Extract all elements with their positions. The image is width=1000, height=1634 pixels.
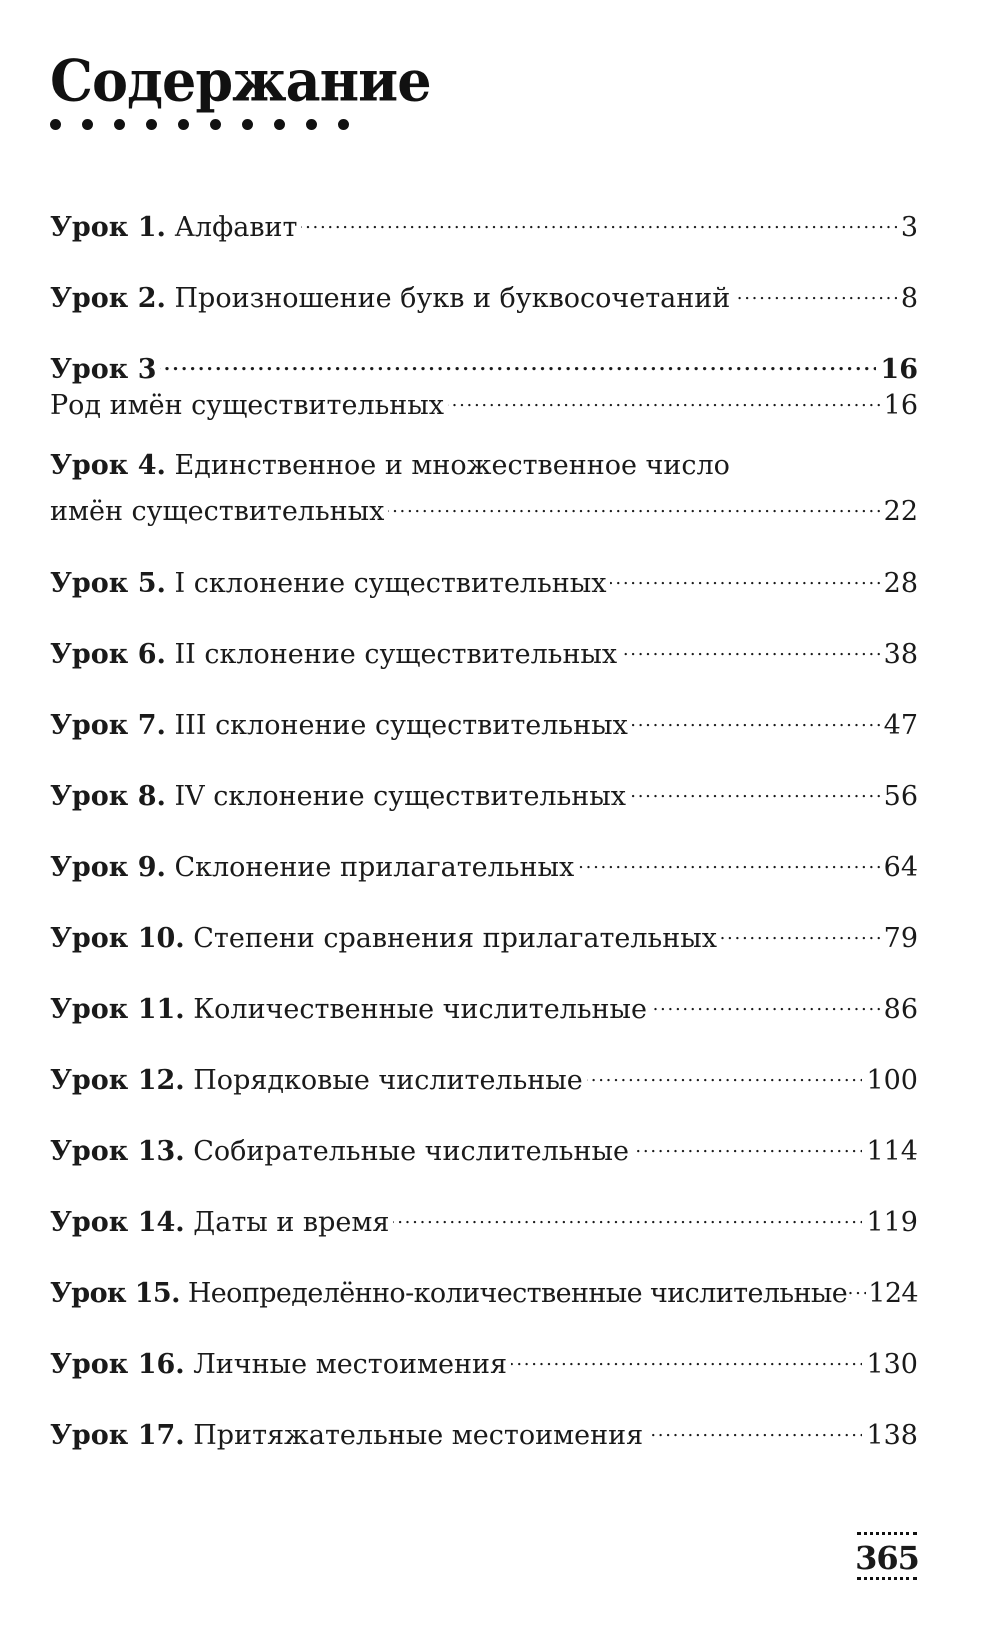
lesson-number: Урок 6. <box>50 639 166 670</box>
page-number: 56 <box>883 781 918 812</box>
lesson-title: Алфавит <box>174 212 298 243</box>
toc-entry[interactable] <box>50 769 918 815</box>
lesson-title: Степени сравнения прилагательных <box>193 923 717 954</box>
dot-leader <box>160 342 876 378</box>
lesson-title: Неопределённо-количественные числительные <box>187 1278 848 1309</box>
toc-entry[interactable] <box>50 448 918 530</box>
toc-entry[interactable] <box>50 200 918 246</box>
lesson-number: Урок 7. <box>50 710 166 741</box>
dot-leader <box>630 769 880 805</box>
dot-leader <box>651 982 880 1018</box>
page-number: 86 <box>883 994 918 1025</box>
page-footer <box>855 1532 919 1584</box>
dot-leader <box>647 1408 862 1444</box>
page-number: 79 <box>883 923 918 954</box>
lesson-number: Урок 11. <box>50 994 185 1025</box>
toc-entry[interactable] <box>50 982 918 1028</box>
lesson-title: Склонение прилагательных <box>174 852 575 883</box>
lesson-number: Урок 16. <box>50 1349 185 1380</box>
page-number: 114 <box>866 1136 918 1167</box>
lesson-number: Урок 14. <box>50 1207 185 1238</box>
lesson-number: Урок 2. <box>50 283 166 314</box>
toc-entry[interactable] <box>50 1337 918 1383</box>
folio-page-number: 365 <box>855 1539 919 1577</box>
page-number: 130 <box>866 1349 918 1380</box>
lesson-number: Урок 12. <box>50 1065 185 1096</box>
lesson-title: Количественные числительные <box>193 994 648 1025</box>
page-number: 28 <box>883 568 918 599</box>
page-number: 3 <box>900 212 918 243</box>
page-number: 38 <box>883 639 918 670</box>
page-number: 47 <box>883 710 918 741</box>
page-number: 8 <box>900 283 918 314</box>
page-number: 119 <box>866 1207 918 1238</box>
page-number: 22 <box>883 496 918 527</box>
lesson-number: Урок 17. <box>50 1420 185 1451</box>
lesson-title-continued: имён существительных <box>50 496 385 527</box>
footer-dot-rule-bottom <box>857 1577 917 1584</box>
lesson-number: Урок 5. <box>50 568 166 599</box>
lesson-title: Род имён существительных <box>50 390 445 421</box>
lesson-number: Урок 1. <box>50 212 166 243</box>
lesson-title: Даты и время <box>193 1207 390 1238</box>
lesson-title: Порядковые числительные <box>193 1065 583 1096</box>
page-number: 16 <box>883 390 918 421</box>
lesson-number: Урок 4. <box>50 450 166 481</box>
dot-leader <box>578 840 879 876</box>
toc-subentry[interactable] <box>50 378 918 424</box>
dot-leader <box>849 1266 866 1302</box>
dot-leader <box>448 378 880 414</box>
toc-entry[interactable] <box>50 698 918 744</box>
lesson-title: Произношение букв и буквосочетаний <box>174 283 731 314</box>
dot-leader <box>511 1337 862 1373</box>
toc-entry[interactable] <box>50 1195 918 1241</box>
dot-leader <box>610 556 879 592</box>
lesson-number: Урок 8. <box>50 781 166 812</box>
lesson-number: Урок 15. <box>50 1278 180 1309</box>
page-number: 124 <box>868 1278 918 1309</box>
toc-entry[interactable] <box>50 1124 918 1170</box>
page-number: 64 <box>883 852 918 883</box>
footer-dot-rule-top <box>857 1532 917 1539</box>
toc-entry[interactable] <box>50 627 918 673</box>
lesson-title: II склонение существительных <box>174 639 618 670</box>
dot-leader <box>301 200 896 236</box>
lesson-number: Урок 9. <box>50 852 166 883</box>
dot-leader <box>633 1124 862 1160</box>
dot-leader <box>393 1195 862 1231</box>
page-number: 138 <box>866 1420 918 1451</box>
toc-entry[interactable] <box>50 1266 918 1312</box>
lesson-number: Урок 10. <box>50 923 185 954</box>
lesson-title: I склонение существительных <box>174 568 607 599</box>
lesson-title: Личные местоимения <box>193 1349 507 1380</box>
lesson-number: Урок 3 <box>50 354 157 385</box>
toc-entry[interactable] <box>50 840 918 886</box>
lesson-title: III склонение существительных <box>174 710 628 741</box>
page-title: Содержание <box>50 46 431 114</box>
lesson-number: Урок 13. <box>50 1136 185 1167</box>
page-number: 100 <box>866 1065 918 1096</box>
dot-leader <box>632 698 880 734</box>
toc-entry[interactable] <box>50 556 918 602</box>
dot-leader <box>587 1053 863 1089</box>
toc-entry[interactable] <box>50 1053 918 1099</box>
toc-entry[interactable] <box>50 271 918 317</box>
toc-entry[interactable] <box>50 1408 918 1454</box>
dot-leader <box>621 627 879 663</box>
title-dot-rule <box>50 119 349 130</box>
lesson-title: IV склонение существительных <box>174 781 626 812</box>
dot-leader <box>734 271 897 307</box>
lesson-title: Притяжательные местоимения <box>193 1420 644 1451</box>
dot-leader <box>388 484 879 520</box>
toc-entry[interactable] <box>50 911 918 957</box>
page-number: 16 <box>880 354 918 385</box>
lesson-title: Единственное и множественное число <box>174 450 730 481</box>
dot-leader <box>721 911 880 947</box>
lesson-title: Собирательные числительные <box>193 1136 629 1167</box>
